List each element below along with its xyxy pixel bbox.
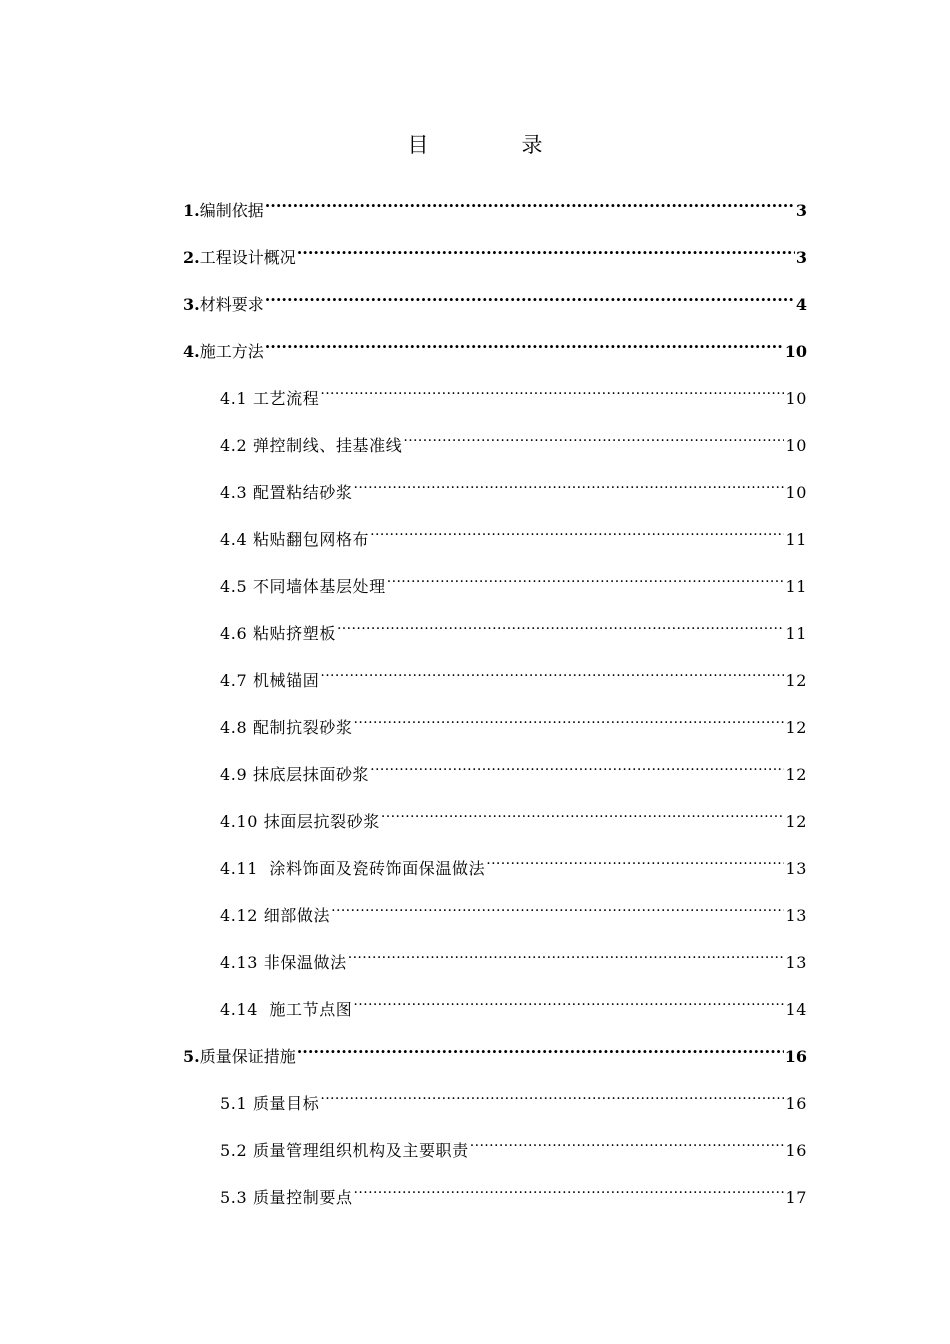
toc-entry-text: 抹面层抗裂砂浆 [263, 812, 380, 831]
toc-entry-page: 10 [784, 342, 807, 361]
toc-entry-number: 4.10 [220, 812, 264, 831]
dot-leader [265, 186, 795, 216]
toc-entry-label [220, 1183, 353, 1213]
toc-entry-5-3[interactable] [220, 1173, 807, 1207]
toc-entry-number: 4.12 [220, 906, 264, 925]
dot-leader [320, 1079, 784, 1109]
toc-entry-page: 10 [785, 436, 807, 455]
toc-entry-4-4[interactable] [220, 515, 807, 549]
toc-entry-text: 质量管理组织机构及主要职责 [252, 1141, 469, 1160]
toc-entry-5[interactable] [183, 1032, 807, 1066]
toc-entry-text: 质量目标 [252, 1094, 320, 1113]
toc-entry-text: 机械锚固 [252, 671, 320, 690]
toc-entry-number: 4.3 [220, 483, 253, 502]
toc-entry-number: 5. [183, 1047, 200, 1066]
toc-entry-text: 粘贴挤塑板 [252, 624, 336, 643]
toc-entry-text: 不同墙体基层处理 [252, 577, 386, 596]
dot-leader [403, 421, 784, 451]
toc-entry-label [183, 1042, 296, 1072]
toc-entry-4-14[interactable] [220, 985, 807, 1019]
toc-entry-text: 弹控制线、挂基准线 [252, 436, 403, 455]
toc-entry-4-9[interactable] [220, 750, 807, 784]
toc-entry-text: 材料要求 [199, 295, 264, 314]
toc-entry-page: 13 [785, 859, 807, 878]
toc-entry-number: 5.1 [220, 1094, 253, 1113]
toc-entry-label [220, 478, 353, 508]
toc-entry-label [220, 760, 369, 790]
toc-entry-label [220, 948, 347, 978]
toc-entry-number: 4.13 [220, 953, 264, 972]
toc-entry-page: 11 [785, 624, 807, 643]
toc-entry-page: 10 [785, 483, 807, 502]
toc-entry-4-1[interactable] [220, 374, 807, 408]
toc-entry-text: 粘贴翻包网格布 [252, 530, 370, 549]
toc-entry-4-7[interactable] [220, 656, 807, 690]
toc-entry-number: 1. [183, 201, 200, 220]
dot-leader [370, 750, 784, 780]
toc-entry-label [220, 854, 485, 884]
dot-leader [354, 703, 785, 733]
toc-entry-5-2[interactable] [220, 1126, 807, 1160]
toc-entry-4-6[interactable] [220, 609, 807, 643]
toc-entry-label [183, 337, 264, 367]
dot-leader [370, 515, 784, 545]
toc-entry-4-11[interactable] [220, 844, 807, 878]
toc-entry-number: 4. [183, 342, 200, 361]
toc-entry-page: 3 [795, 201, 807, 220]
toc-entry-3[interactable] [183, 280, 807, 314]
toc-entry-text: 工程设计概况 [199, 248, 296, 267]
toc-entry-text: 施工节点图 [269, 1000, 353, 1019]
toc-entry-number: 4.5 [220, 577, 253, 596]
dot-leader [381, 797, 785, 827]
toc-entry-page: 16 [785, 1141, 807, 1160]
toc-entry-label [183, 290, 264, 320]
toc-entry-number: 4.11 [220, 859, 270, 878]
toc-entry-4-10[interactable] [220, 797, 807, 831]
toc-entry-text: 质量保证措施 [199, 1047, 296, 1066]
toc-entry-text: 配置粘结砂浆 [252, 483, 353, 502]
dot-leader [348, 938, 785, 968]
toc-entry-5-1[interactable] [220, 1079, 807, 1113]
toc-entry-page: 12 [785, 671, 807, 690]
toc-entry-label [220, 713, 353, 743]
dot-leader [354, 1173, 785, 1203]
toc-entry-number: 4.14 [220, 1000, 270, 1019]
toc-entry-page: 16 [784, 1047, 807, 1066]
toc-entry-number: 4.9 [220, 765, 253, 784]
toc-entry-label [183, 243, 296, 273]
toc-entry-text: 非保温做法 [263, 953, 347, 972]
dot-leader [297, 1032, 784, 1062]
toc-entry-text: 质量控制要点 [252, 1188, 353, 1207]
toc-entry-label [220, 1089, 319, 1119]
dot-leader [353, 985, 784, 1015]
toc-entry-label [220, 901, 330, 931]
dot-leader [265, 280, 795, 310]
toc-entry-text: 细部做法 [263, 906, 331, 925]
toc-entry-page: 11 [785, 530, 807, 549]
toc-entry-page: 10 [785, 389, 807, 408]
toc-entry-page: 12 [785, 812, 807, 831]
toc-entry-text: 涂料饰面及瓷砖饰面保温做法 [269, 859, 486, 878]
toc-entry-4-12[interactable] [220, 891, 807, 925]
toc-entry-page: 3 [795, 248, 807, 267]
toc-entry-label [220, 995, 352, 1025]
toc-entry-label [220, 807, 380, 837]
toc-entry-number: 4.7 [220, 671, 253, 690]
toc-entry-4-13[interactable] [220, 938, 807, 972]
dot-leader [486, 844, 784, 874]
toc-entry-page: 13 [785, 953, 807, 972]
toc-entry-4-3[interactable] [220, 468, 807, 502]
toc-entry-label [220, 384, 319, 414]
toc-entry-label [220, 525, 369, 555]
toc-entry-number: 5.2 [220, 1141, 253, 1160]
dot-leader [470, 1126, 785, 1156]
toc-entry-text: 编制依据 [199, 201, 264, 220]
toc-entry-number: 2. [183, 248, 200, 267]
dot-leader [387, 562, 785, 592]
toc-entry-page: 12 [785, 765, 807, 784]
toc-entry-page: 14 [785, 1000, 807, 1019]
toc-entry-2[interactable] [183, 233, 807, 267]
toc-entry-4-8[interactable] [220, 703, 807, 737]
toc-entry-text: 工艺流程 [252, 389, 320, 408]
toc-entry-text: 配制抗裂砂浆 [252, 718, 353, 737]
toc-entry-text: 施工方法 [199, 342, 264, 361]
toc-entry-number: 4.4 [220, 530, 253, 549]
toc-entry-4-5[interactable] [220, 562, 807, 596]
toc-entry-label [220, 619, 336, 649]
dot-leader [320, 656, 784, 686]
toc-entry-page: 11 [785, 577, 807, 596]
toc-title: 目 录 [407, 133, 579, 157]
toc-entry-number: 3. [183, 295, 200, 314]
dot-leader [297, 233, 795, 263]
dot-leader [331, 891, 784, 921]
toc-entry-page: 16 [785, 1094, 807, 1113]
dot-leader [320, 374, 784, 404]
toc-entry-number: 4.6 [220, 624, 253, 643]
toc-entry-number: 4.8 [220, 718, 253, 737]
toc-entry-4[interactable] [183, 327, 807, 361]
toc-entry-label [220, 666, 319, 696]
toc-entry-1[interactable] [183, 186, 807, 220]
toc-entry-page: 17 [785, 1188, 807, 1207]
toc-entry-label [220, 431, 402, 461]
toc-entry-text: 抹底层抹面砂浆 [252, 765, 370, 784]
toc-entry-page: 13 [785, 906, 807, 925]
toc-entry-number: 4.2 [220, 436, 253, 455]
toc-entry-page: 4 [795, 295, 807, 314]
dot-leader [337, 609, 784, 639]
dot-leader [354, 468, 785, 498]
toc-entry-label [220, 1136, 469, 1166]
dot-leader [265, 327, 784, 357]
toc-entry-number: 4.1 [220, 389, 253, 408]
toc-entry-label [183, 196, 264, 226]
toc-entry-page: 12 [785, 718, 807, 737]
toc-entry-label [220, 572, 386, 602]
toc-entry-number: 5.3 [220, 1188, 253, 1207]
toc-entry-4-2[interactable] [220, 421, 807, 455]
